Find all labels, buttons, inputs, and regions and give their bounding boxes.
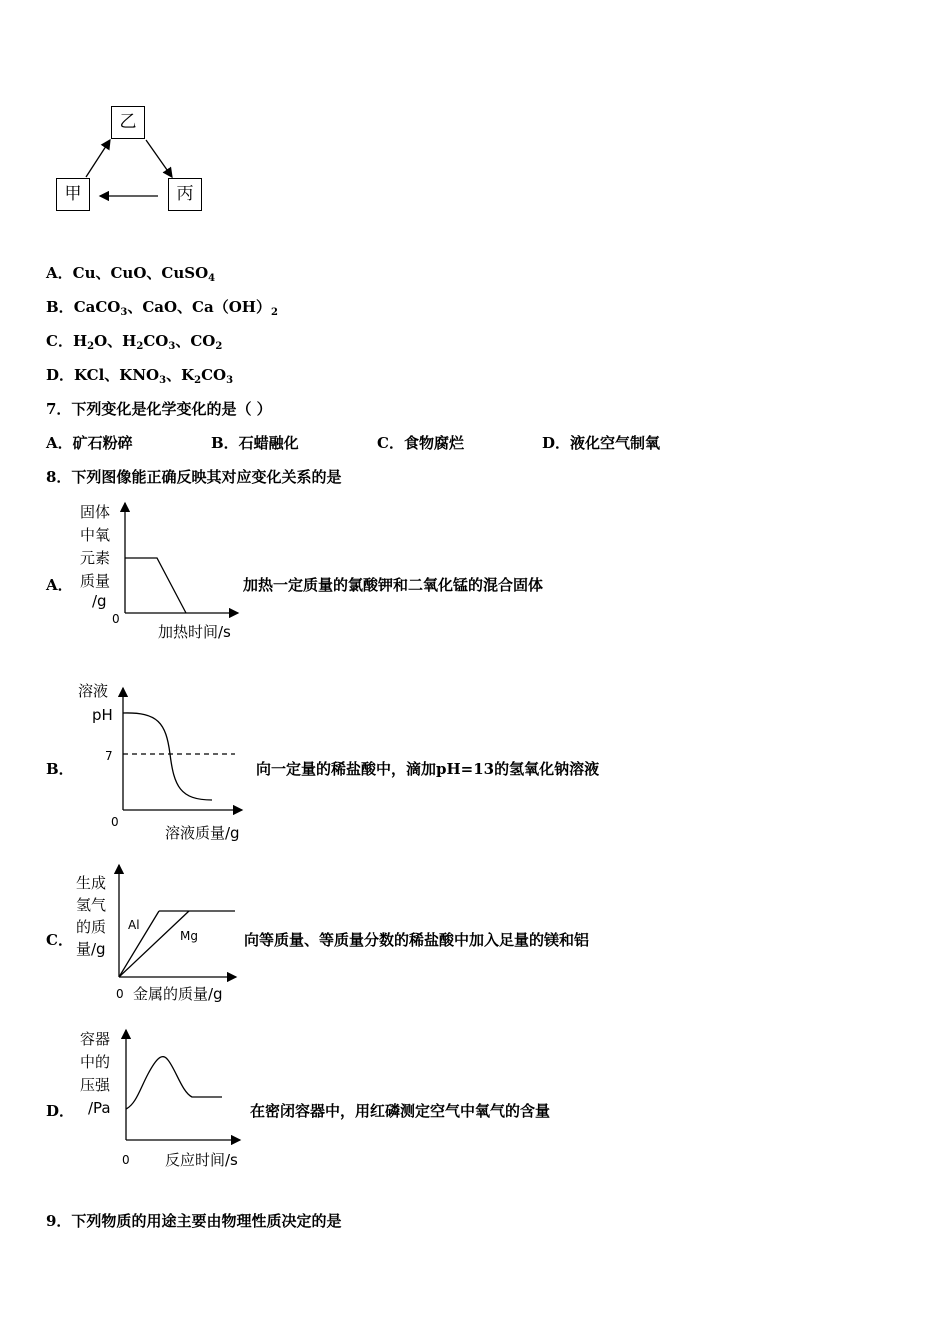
xlabel: 溶液质量/g (165, 824, 240, 842)
q9-stem: 9．下列物质的用途主要由物理性质决定的是 (46, 1212, 342, 1230)
q6-option-c: C．$H_2O$、$H_2CO_3$、$CO_2$ (46, 332, 223, 352)
box-bing: 丙 (168, 178, 202, 211)
ylabel-line-2: 中的 (80, 1053, 111, 1071)
box-jia: 甲 (56, 178, 90, 211)
ylabel-line-3: 压强 (80, 1076, 111, 1094)
triangle-arrows (0, 0, 260, 230)
ylabel-line-4: 量/g (76, 940, 106, 958)
ylabel-line-1: 容器 (80, 1030, 111, 1048)
q8-option-d-label: D． (46, 1102, 75, 1120)
q6-option-a: A．Cu、CuO、CuSO$_4$ (46, 264, 216, 284)
origin-label: 0 (116, 987, 124, 1001)
q8-option-a-desc: 加热一定质量的氯酸钾和二氧化锰的混合固体 (243, 576, 544, 594)
q6-option-d: D．KCl、$KNO_3$、$K_2CO_3$ (46, 366, 234, 386)
arrow-jia-yi (86, 140, 110, 177)
ylabel-line-1: 生成 (76, 874, 107, 892)
q8-option-c-desc: 向等质量、等质量分数的稀盐酸中加入足量的镁和铝 (244, 931, 590, 949)
origin-label: 0 (112, 612, 120, 626)
q8-graph-b (70, 678, 260, 848)
q8-option-c-label: C． (46, 931, 73, 949)
ylabel-line-2: 氢气 (76, 896, 107, 914)
q8-option-d-desc: 在密闭容器中，用红磷测定空气中氧气的含量 (250, 1102, 551, 1120)
ylabel-line-3: 的质 (76, 918, 107, 936)
ylabel-line-5: /g (92, 592, 107, 610)
xlabel: 金属的质量/g (133, 985, 223, 1003)
ylabel-line-4: /Pa (88, 1099, 111, 1117)
ylabel-line-3: 元素 (80, 549, 111, 567)
curve-oxygen-mass (125, 558, 186, 613)
box-yi: 乙 (111, 106, 145, 139)
q7-option-a: A．矿石粉碎 (46, 434, 133, 452)
xlabel: 加热时间/s (158, 623, 231, 641)
ylabel-line-2: pH (92, 706, 113, 724)
series-label-mg: Mg (180, 929, 198, 943)
q6-option-b: B．CaCO$_3$、CaO、$Ca(OH)_2$ (46, 298, 278, 318)
q7-stem: 7．下列变化是化学变化的是（ ） (46, 400, 272, 418)
ylabel-line-4: 质量 (80, 572, 111, 590)
xlabel: 反应时间/s (165, 1151, 238, 1169)
ylabel-line-2: 中氧 (80, 526, 111, 544)
q8-stem: 8．下列图像能正确反映其对应变化关系的是 (46, 468, 342, 486)
series-label-al: Al (128, 918, 140, 932)
q7-option-d: D．液化空气制氧 (542, 434, 661, 452)
arrow-yi-bing (146, 140, 172, 177)
ylabel-line-1: 溶液 (78, 682, 109, 700)
q8-option-a-label: A． (46, 576, 73, 594)
curve-ph (123, 713, 212, 800)
origin-label: 0 (122, 1153, 130, 1167)
q8-graph-d (70, 1024, 260, 1174)
q7-option-b: B．石蜡融化 (211, 434, 299, 452)
q7-option-c: C．食物腐烂 (377, 434, 464, 452)
curve-pressure (126, 1057, 222, 1109)
q8-graph-c (70, 862, 250, 1012)
origin-label: 0 (111, 815, 119, 829)
ytick-7: 7 (105, 749, 113, 763)
q8-option-b-desc: 向一定量的稀盐酸中，滴加pH=13的氢氧化钠溶液 (256, 760, 600, 778)
ylabel-line-1: 固体 (80, 503, 111, 521)
q8-graph-a (70, 495, 250, 645)
q8-option-b-label: B． (46, 760, 74, 778)
